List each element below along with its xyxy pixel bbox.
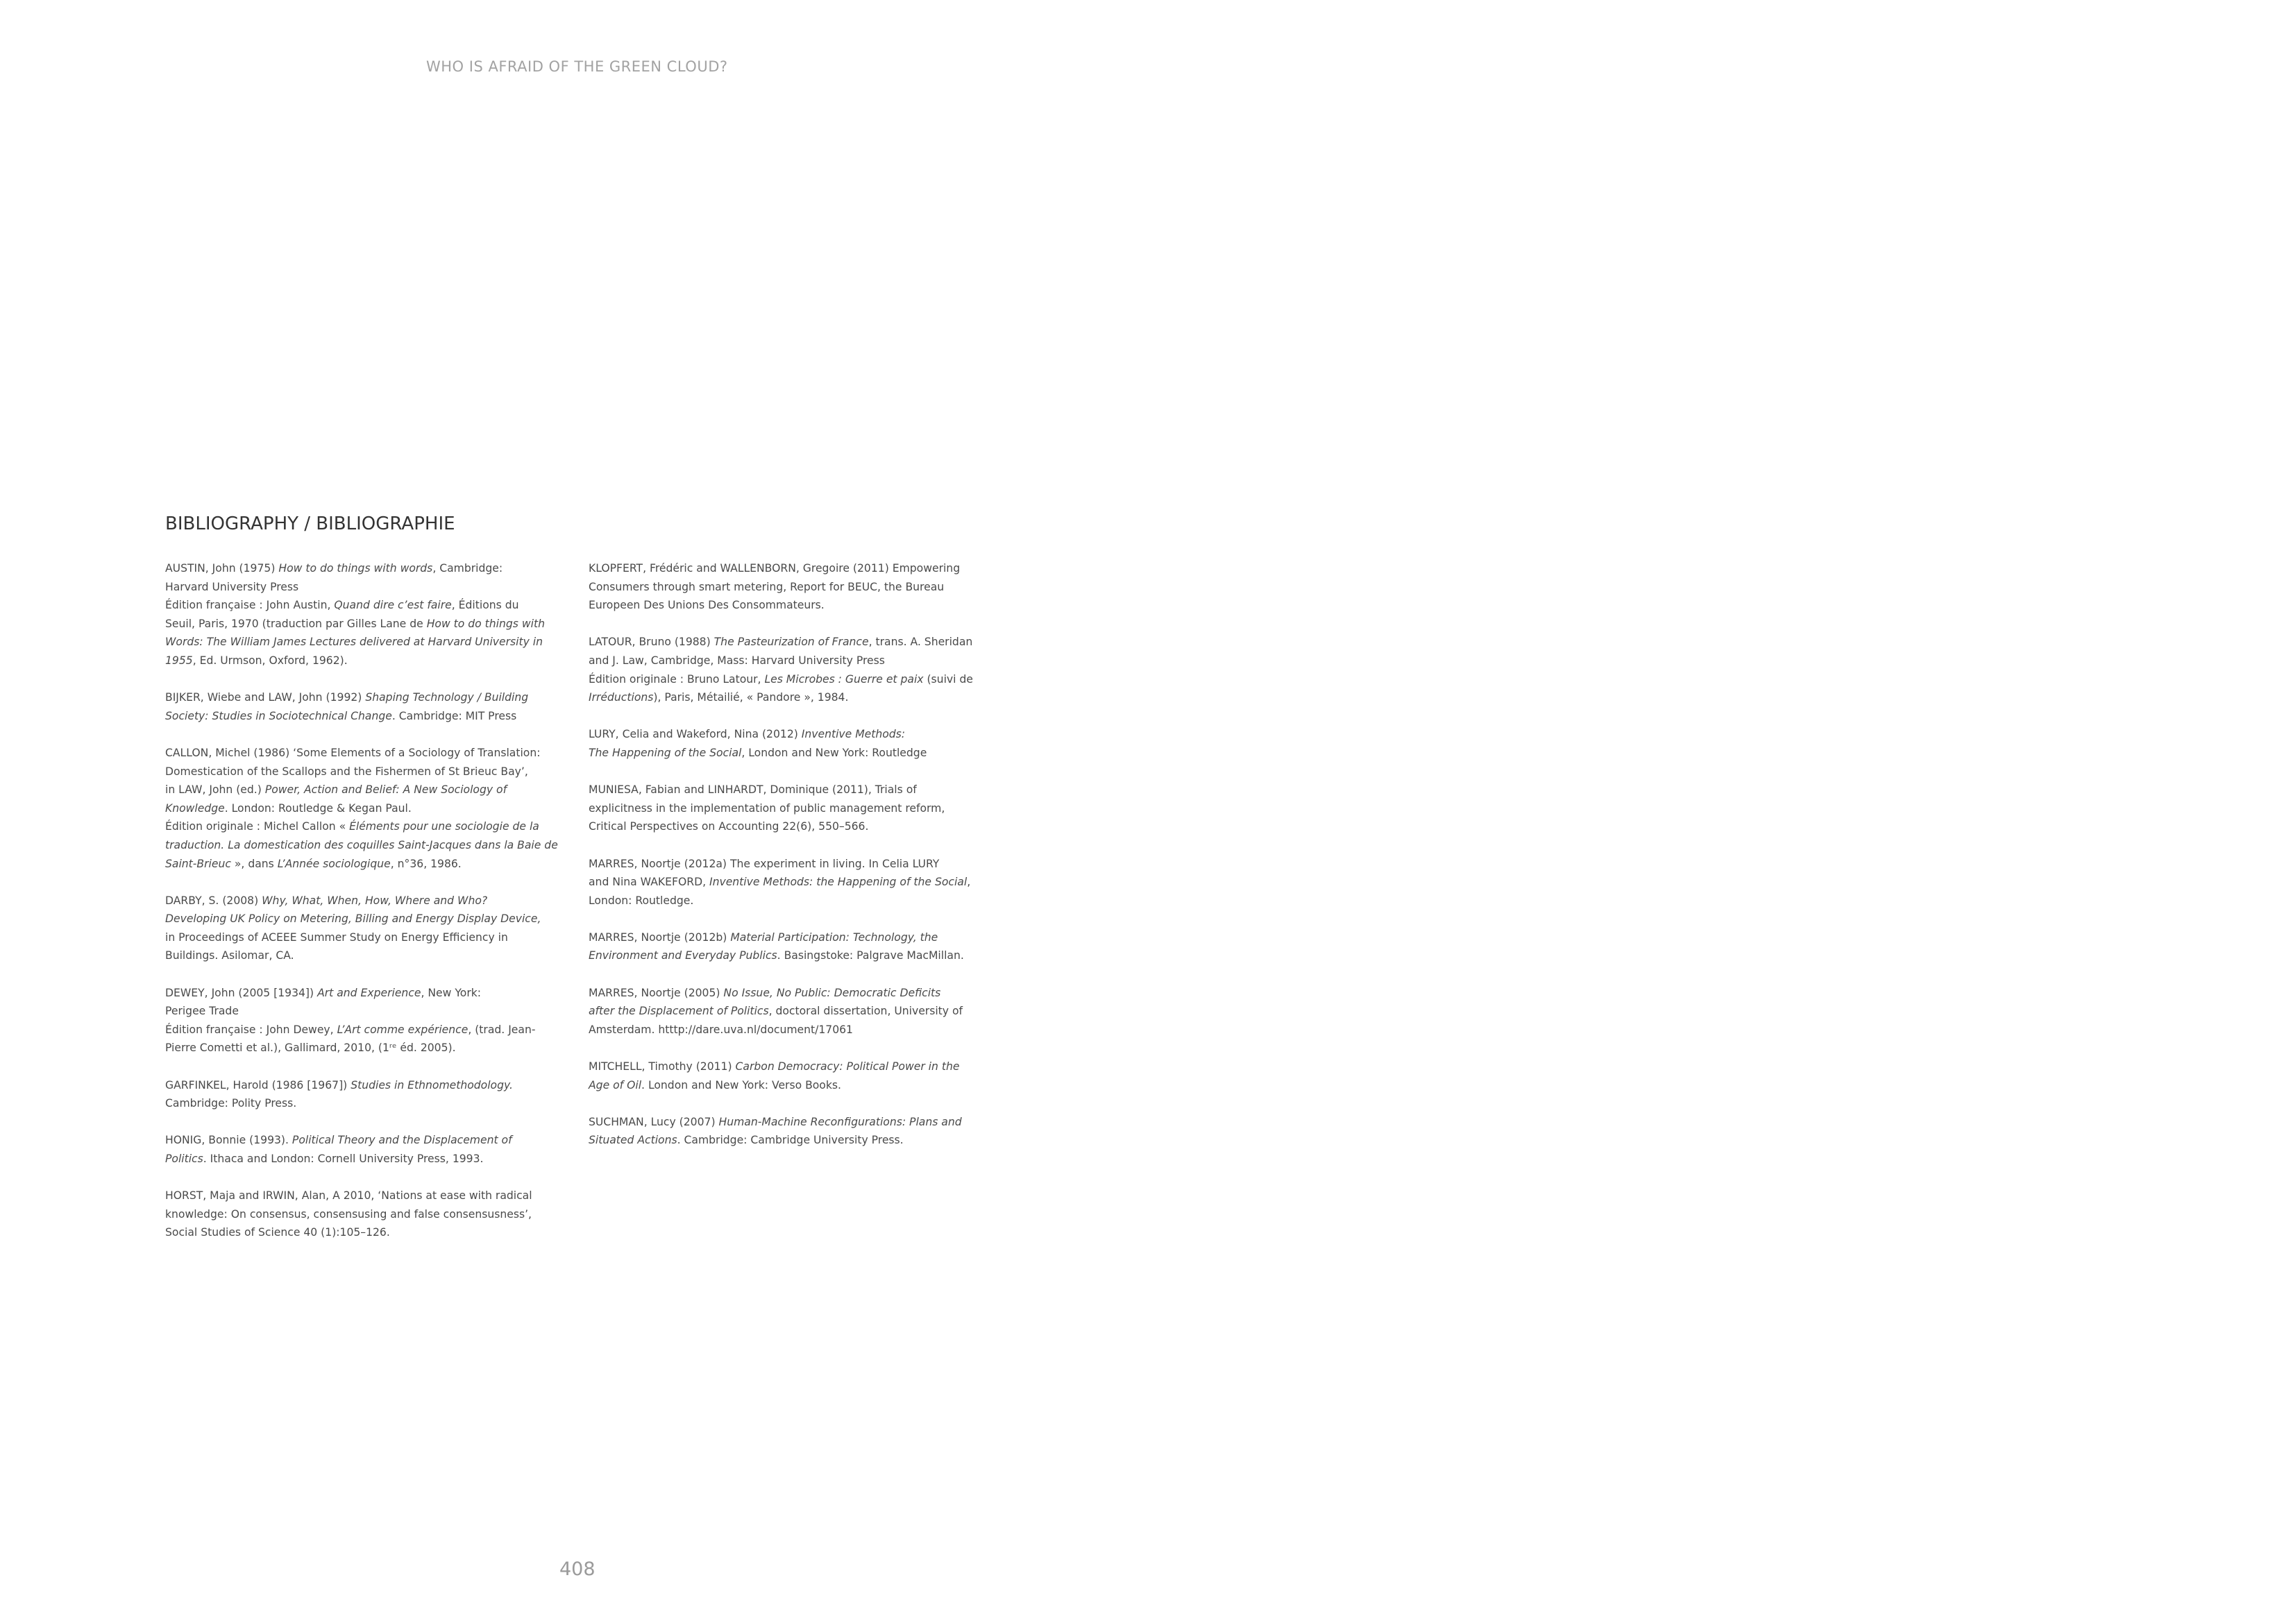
bibliography-entry [165,1076,565,1113]
entry-text: MARRES, Noortje (2012a) The experiment in living. In Celia LURY [589,857,940,870]
entry-text: in Proceedings of ACEEE Summer Study on Energy Efficiency in [165,931,508,944]
entry-text: , n°36, 1986. [390,857,462,870]
entry-text: DEWEY, John (2005 [1934]) [165,986,318,999]
bibliography-entry [589,855,991,910]
entry-line [589,1002,991,1021]
entry-line [165,855,565,874]
entry-text: , Éditions du [451,599,519,612]
italic-title-text: Words: The William James Lectures delivered at Harvard University in [165,636,543,649]
entry-text: Perigee Trade [165,1005,239,1018]
entry-text: , New York: [421,986,482,999]
italic-title-text: Developing UK Policy on Metering, Billing and Energy Display Device, [165,912,541,926]
entry-line [165,836,565,855]
italic-title-text: Inventive Methods: the Happening of the Social [709,876,968,889]
entry-text: Cambridge: Polity Press. [165,1097,297,1110]
entry-text: and Nina WAKEFORD, [589,876,709,889]
entry-line [589,1021,991,1039]
entry-text: Consumers through smart metering, Report for BEUC, the Bureau [589,580,945,593]
entry-line [589,1131,991,1150]
entry-line [165,559,565,578]
entry-text: , Ed. Urmson, Oxford, 1962). [192,654,348,667]
entry-text: in LAW, John (ed.) [165,783,265,797]
italic-title-text: L’Année sociologique [277,857,391,870]
entry-line [589,984,991,1003]
entry-text: , [967,876,971,889]
entry-line [165,1150,565,1169]
entry-line [165,817,565,836]
bibliography-entry [165,984,565,1057]
entry-line [165,763,565,781]
entry-line [165,1223,565,1242]
italic-title-text: Art and Experience [317,986,421,999]
entry-text: , London and New York: Routledge [741,746,927,759]
italic-title-text: Quand dire c’est faire [334,599,452,612]
entry-line [165,1094,565,1113]
entry-line [589,559,991,578]
entry-text: Harvard University Press [165,580,299,593]
italic-title-text: Politics [165,1153,203,1165]
italic-title-text: The Happening of the Social [589,746,742,759]
entry-text: HONIG, Bonnie (1993). [165,1134,292,1147]
entry-text: , Cambridge: [432,562,503,575]
italic-title-text: L’Art comme expérience [337,1023,469,1036]
italic-title-text: No Issue, No Public: Democratic Deficits [723,986,941,999]
entry-line [589,725,991,744]
italic-title-text: How to do things with words [278,562,433,575]
entry-text: Social Studies of Science 40 (1):105–126. [165,1226,390,1239]
entry-text: HORST, Maja and IRWIN, Alan, A 2010, ‘Nations at ease with radical [165,1189,532,1203]
entry-line [589,873,991,892]
entry-line [165,928,565,947]
bibliography-entry [589,984,991,1039]
entry-text: AUSTIN, John (1975) [165,562,279,575]
entry-line [165,707,565,726]
entry-line [165,744,565,763]
entry-text: London: Routledge. [589,894,694,907]
page-number: 408 [559,1558,596,1580]
italic-title-text: Political Theory and the Displacement of [292,1134,512,1147]
entry-line [165,688,565,707]
entry-line [589,1057,991,1076]
bibliography-entry [589,725,991,762]
entry-line [165,633,565,652]
italic-title-text: Society: Studies in Sociotechnical Change [165,709,392,722]
entry-line [589,596,991,615]
entry-text: Édition originale : Michel Callon « [165,820,350,833]
bibliography-entry [589,928,991,965]
entry-text: . Cambridge: Cambridge University Press. [677,1134,904,1147]
italic-title-text: Studies in Ethnomethodology. [351,1078,513,1091]
entry-text: , doctoral dissertation, University of [768,1005,963,1018]
entry-line [589,892,991,910]
italic-title-text: Inventive Methods: [801,728,906,741]
entry-text: CALLON, Michel (1986) ‘Some Elements of a Sociology of Translation: [165,746,541,759]
entry-line [165,578,565,597]
italic-title-text: Éléments pour une sociologie de la [349,820,539,833]
entry-line [165,1021,565,1039]
entry-text: Seuil, Paris, 1970 (traduction par Gilles Lane de [165,617,427,630]
entry-text: . Basingstoke: Palgrave MacMillan. [777,949,964,962]
entry-text: explicitness in the implementation of public management reform, [589,801,945,815]
entry-text: », dans [230,857,278,870]
entry-line [165,781,565,799]
italic-title-text: Irréductions [589,691,654,704]
entry-text: , trans. A. Sheridan [868,636,973,649]
entry-text: MUNIESA, Fabian and LINHARDT, Dominique (2011), Trials of [589,783,917,797]
entry-text: Critical Perspectives on Accounting 22(6), 550–566. [589,820,869,833]
running-head-title: WHO IS AFRAID OF THE GREEN CLOUD? [426,58,728,75]
italic-title-text: Human-Machine Reconfigurations: Plans and [718,1115,962,1128]
entry-text: and J. Law, Cambridge, Mass: Harvard University Press [589,654,885,667]
entry-line [589,744,991,763]
entry-line [165,1131,565,1150]
entry-line [589,633,991,652]
entry-text: Domestication of the Scallops and the Fishermen of St Brieuc Bay’, [165,765,528,778]
entry-line [165,652,565,670]
entry-text: LURY, Celia and Wakeford, Nina (2012) [589,728,802,741]
entry-text: MITCHELL, Timothy (2011) [589,1060,736,1073]
italic-title-text: How to do things with [426,617,545,630]
entry-line [165,910,565,928]
italic-title-text: Les Microbes : Guerre et paix [764,672,924,686]
entry-line [165,1002,565,1021]
entry-line [165,799,565,818]
bibliography-entry [165,892,565,965]
italic-title-text: Carbon Democracy: Political Power in the [735,1060,960,1073]
entry-line [589,1113,991,1132]
entry-text: Amsterdam. htttp://dare.uva.nl/document/17061 [589,1023,853,1036]
entry-text: ), Paris, Métailié, « Pandore », 1984. [653,691,849,704]
entry-line [165,892,565,910]
entry-text: DARBY, S. (2008) [165,894,262,907]
italic-title-text: traduction. La domestication des coquilles Saint-Jacques dans la Baie de [165,838,558,851]
entry-line [589,781,991,799]
italic-title-text: Why, What, When, How, Where and Who? [262,894,488,907]
entry-line [589,817,991,836]
italic-title-text: Environment and Everyday Publics [589,949,777,962]
entry-line [165,596,565,615]
bibliography-left-column [165,559,565,1261]
entry-text: Édition originale : Bruno Latour, [589,672,765,686]
entry-text: Europeen Des Unions Des Consommateurs. [589,599,825,612]
section-title: BIBLIOGRAPHY / BIBLIOGRAPHIE [165,513,455,534]
bibliography-entry [165,1187,565,1242]
bibliography-entry [589,1057,991,1094]
entry-line [165,1039,565,1057]
entry-line [589,670,991,689]
entry-text: Édition française : John Dewey, [165,1023,337,1036]
bibliography-entry [589,559,991,615]
italic-title-text: Saint-Brieuc [165,857,231,870]
italic-title-text: Power, Action and Belief: A New Sociology of [264,783,507,797]
entry-text: knowledge: On consensus, consensusing and false consensusness’, [165,1207,532,1221]
entry-text: . Cambridge: MIT Press [391,709,517,722]
entry-line [165,946,565,965]
entry-text: , (trad. Jean- [468,1023,536,1036]
entry-text: Édition française : John Austin, [165,599,335,612]
entry-text: SUCHMAN, Lucy (2007) [589,1115,719,1128]
entry-line [165,1076,565,1095]
italic-title-text: 1955 [165,654,193,667]
entry-line [589,799,991,818]
entry-text: Pierre Cometti et al.), Gallimard, 2010, (1ʳᵉ éd. 2005). [165,1042,456,1055]
entry-line [589,578,991,597]
bibliography-right-column [589,559,991,1169]
entry-line [165,984,565,1003]
bibliography-entry [589,1113,991,1150]
italic-title-text: Shaping Technology / Building [365,691,529,704]
entry-line [589,652,991,670]
bibliography-entry [589,633,991,706]
entry-text: . London: Routledge & Kegan Paul. [224,801,412,815]
entry-text: GARFINKEL, Harold (1986 [1967]) [165,1078,351,1091]
entry-text: KLOPFERT, Frédéric and WALLENBORN, Gregoire (2011) Empowering [589,562,961,575]
entry-line [589,855,991,874]
entry-text: . Ithaca and London: Cornell University Press, 1993. [203,1153,484,1165]
entry-line [589,1076,991,1095]
entry-line [589,688,991,707]
bibliography-entry [165,744,565,873]
italic-title-text: Knowledge [165,801,225,815]
bibliography-entry [165,559,565,670]
italic-title-text: Situated Actions [589,1134,677,1147]
bibliography-entry [165,1131,565,1168]
bibliography-entry [165,688,565,725]
italic-title-text: Age of Oil [589,1078,642,1091]
entry-line [589,946,991,965]
entry-text: Buildings. Asilomar, CA. [165,949,294,962]
entry-line [589,928,991,947]
italic-title-text: after the Displacement of Politics [589,1005,769,1018]
italic-title-text: Material Participation: Technology, the [730,931,938,944]
entry-text: MARRES, Noortje (2005) [589,986,724,999]
bibliography-entry [589,781,991,836]
entry-text: . London and New York: Verso Books. [641,1078,841,1091]
entry-line [165,615,565,634]
entry-line [165,1205,565,1224]
italic-title-text: The Pasteurization of France [714,636,869,649]
entry-line [165,1187,565,1205]
entry-text: LATOUR, Bruno (1988) [589,636,714,649]
entry-text: (suivi de [923,672,973,686]
entry-text: BIJKER, Wiebe and LAW, John (1992) [165,691,366,704]
entry-text: MARRES, Noortje (2012b) [589,931,731,944]
